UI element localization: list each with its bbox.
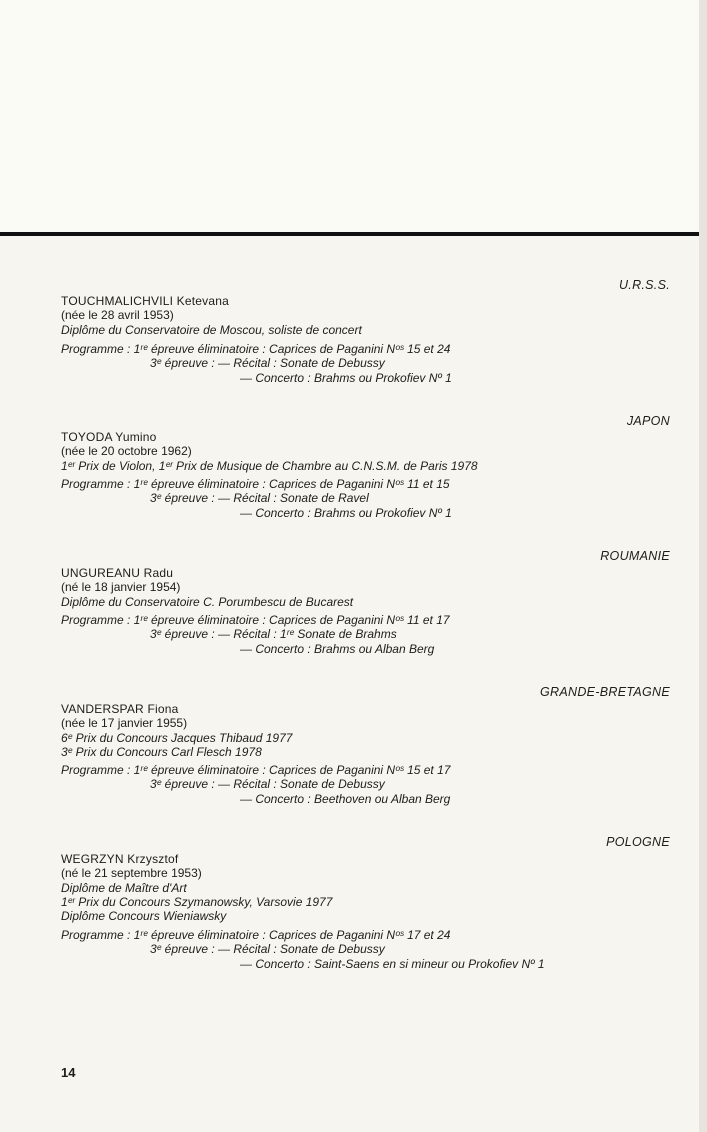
page-edge <box>699 0 707 1132</box>
programme-block <box>61 763 450 806</box>
competitor-info <box>61 430 478 473</box>
programme-block <box>61 477 452 520</box>
credential: 3ᵉ Prix du Concours Carl Flesch 1978 <box>61 744 262 759</box>
credential: Diplôme du Conservatoire de Moscou, soliste de concert <box>61 322 362 337</box>
programme-block <box>61 613 450 656</box>
country-label: GRANDE-BRETAGNE <box>540 685 670 699</box>
country-label: JAPON <box>626 414 670 428</box>
credential: 1ᵉʳ Prix de Violon, 1ᵉʳ Prix de Musique de Chambre au C.N.S.M. de Paris 1978 <box>61 458 478 473</box>
credential: 6ᵉ Prix du Concours Jacques Thibaud 1977 <box>61 730 293 745</box>
programme-concerto: — Concerto : Brahms ou Prokofiev Nº 1 <box>240 370 452 385</box>
competitor-name: VANDERSPAR Fiona <box>61 702 179 716</box>
competitor-info <box>61 702 292 759</box>
competitor-name: TOUCHMALICHVILI Ketevana <box>61 294 229 308</box>
programme-concerto: — Concerto : Beethoven ou Alban Berg <box>240 791 451 806</box>
credential: Diplôme Concours Wieniawsky <box>61 909 227 924</box>
horizontal-rule <box>0 232 707 236</box>
programme-round-3: 3ᵉ épreuve : — Récital : Sonate de Debussy <box>150 942 385 957</box>
country-label: POLOGNE <box>606 835 670 849</box>
programme-concerto: — Concerto : Brahms ou Prokofiev Nº 1 <box>240 505 452 520</box>
country-label: ROUMANIE <box>600 549 670 563</box>
competitor-name: UNGUREANU Radu <box>61 566 174 580</box>
competitor-info <box>61 852 332 923</box>
programme-round-3: 3ᵉ épreuve : — Récital : Sonate de Ravel <box>150 491 369 506</box>
programme-round-3: 3ᵉ épreuve : — Récital : Sonate de Debussy <box>150 356 385 371</box>
country-label: U.R.S.S. <box>618 278 670 292</box>
programme-round-1: Programme : 1ʳᵉ épreuve éliminatoire : Caprices de Paganini Nᵒˢ 11 et 17 <box>61 613 450 627</box>
programme-concerto: — Concerto : Saint-Saens en si mineur ou Prokofiev Nº 1 <box>240 956 545 971</box>
competitor-name: WEGRZYN Krzysztof <box>61 852 179 866</box>
programme-round-1: Programme : 1ʳᵉ épreuve éliminatoire : Caprices de Paganini Nᵒˢ 15 et 24 <box>61 342 451 356</box>
competitor-name: TOYODA Yumino <box>61 430 157 444</box>
birth-date: (née le 20 octobre 1962) <box>61 444 192 459</box>
birth-date: (née le 17 janvier 1955) <box>61 716 188 731</box>
programme-round-3: 3ᵉ épreuve : — Récital : 1ʳᵉ Sonate de Brahms <box>150 627 397 642</box>
programme-concerto: — Concerto : Brahms ou Alban Berg <box>240 641 435 656</box>
credential: 1ᵉʳ Prix du Concours Szymanowsky, Varsovie 1977 <box>61 894 333 909</box>
birth-date: (né le 21 septembre 1953) <box>61 866 202 881</box>
page-number: 14 <box>61 1065 76 1080</box>
birth-date: (né le 18 janvier 1954) <box>61 580 181 595</box>
credential: Diplôme du Conservatoire C. Porumbescu de Bucarest <box>61 594 354 609</box>
programme-round-1: Programme : 1ʳᵉ épreuve éliminatoire : Caprices de Paganini Nᵒˢ 17 et 24 <box>61 928 451 942</box>
birth-date: (née le 28 avril 1953) <box>61 308 174 323</box>
programme-round-3: 3ᵉ épreuve : — Récital : Sonate de Debussy <box>150 777 385 792</box>
credential: Diplôme de Maître d'Art <box>61 880 187 895</box>
competitor-info <box>61 566 353 609</box>
programme-round-1: Programme : 1ʳᵉ épreuve éliminatoire : Caprices de Paganini Nᵒˢ 15 et 17 <box>61 763 451 777</box>
programme-block <box>61 928 545 971</box>
competitor-info <box>61 294 362 337</box>
programme-block <box>61 342 452 385</box>
programme-round-1: Programme : 1ʳᵉ épreuve éliminatoire : Caprices de Paganini Nᵒˢ 11 et 15 <box>61 477 450 491</box>
blank-top-area <box>0 0 707 232</box>
